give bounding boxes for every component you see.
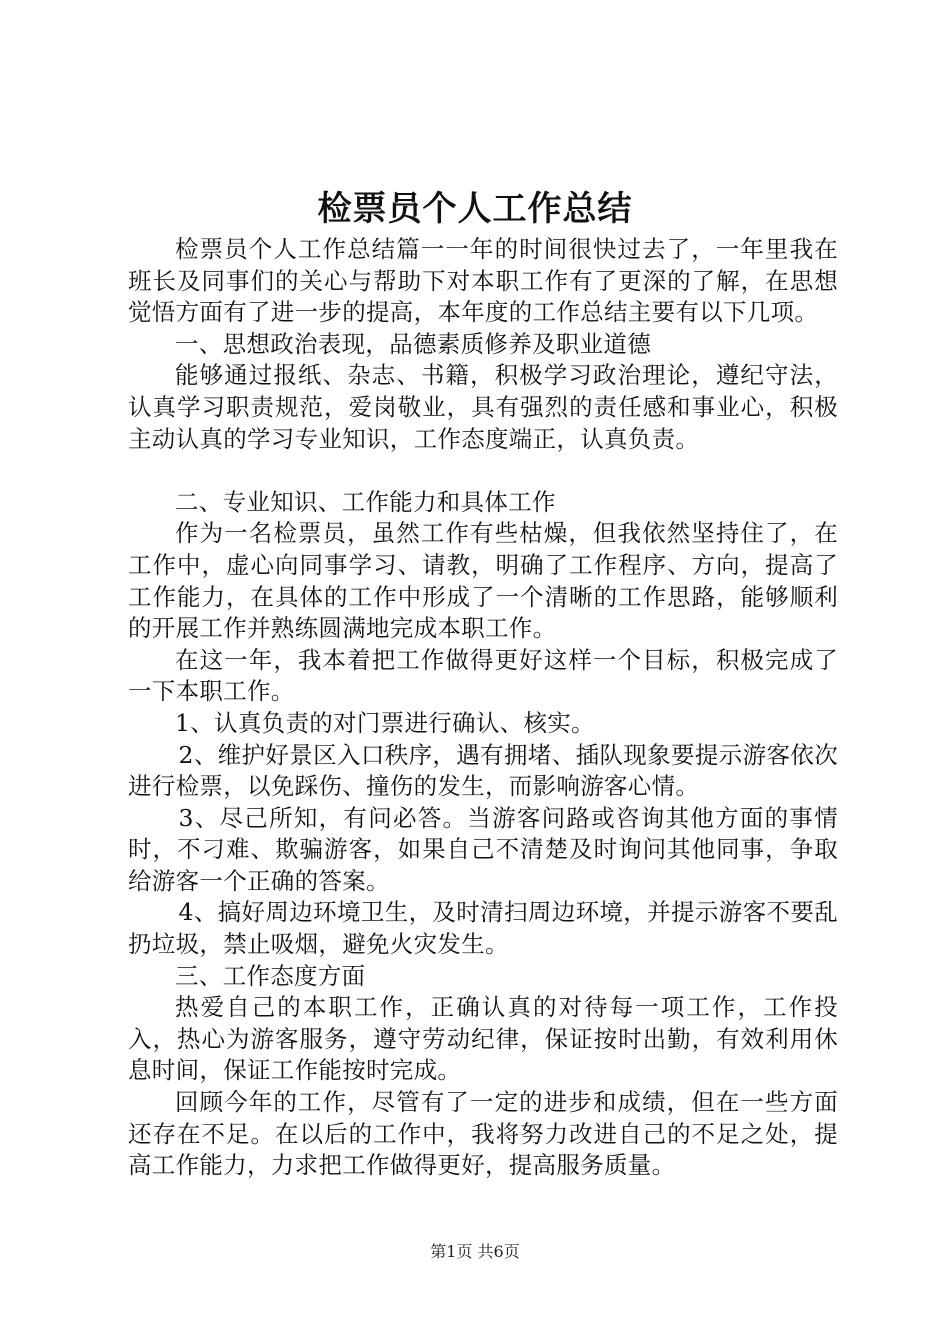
list-item-4: 4、搞好周边环境卫生，及时清扫周边环境，并提示游客不要乱扔垃圾，禁止吸烟，避免火灾发生。: [128, 898, 838, 959]
section-2-goal-paragraph: 在这一年，我本着把工作做得更好这样一个目标，积极完成了一下本职工作。: [128, 645, 838, 706]
list-item-2: 2、维护好景区入口秩序，遇有拥堵、插队现象要提示游客依次进行检票，以免踩伤、撞伤的发生，而影响游客心情。: [128, 740, 838, 801]
document-body: [128, 234, 838, 1182]
section-heading-2: 二、专业知识、工作能力和具体工作: [175, 487, 556, 516]
section-heading-3: 三、工作态度方面: [175, 961, 366, 990]
section-1-paragraph: 能够通过报纸、杂志、书籍，积极学习政治理论，遵纪守法，认真学习职责规范，爱岗敬业，具有强烈的责任感和事业心，积极主动认真的学习专业知识，工作态度端正，认真负责。: [128, 361, 838, 453]
section-heading-1: 一、思想政治表现，品德素质修养及职业道德: [175, 329, 651, 358]
blank-line: [128, 455, 838, 487]
closing-paragraph: 回顾今年的工作，尽管有了一定的进步和成绩，但在一些方面还存在不足。在以后的工作中，我将努力改进自己的不足之处，提高工作能力，力求把工作做得更好，提高服务质量。: [128, 1088, 838, 1180]
page-number: 第1页 共6页: [430, 1242, 520, 1261]
section-3-paragraph: 热爱自己的本职工作，正确认真的对待每一项工作，工作投入，热心为游客服务，遵守劳动纪律，保证按时出勤，有效利用休息时间，保证工作能按时完成。: [128, 993, 838, 1085]
intro-paragraph: 检票员个人工作总结篇一一年的时间很快过去了，一年里我在班长及同事们的关心与帮助下对本职工作有了更深的了解，在思想觉悟方面有了进一步的提高，本年度的工作总结主要有以下几项。: [128, 235, 838, 327]
list-item-1: 1、认真负责的对门票进行确认、核实。: [175, 708, 595, 737]
list-item-3: 3、尽己所知，有问必答。当游客问路或咨询其他方面的事情时，不刁难、欺骗游客，如果自己不清楚及时询问其他同事，争取给游客一个正确的答案。: [128, 803, 838, 895]
document-title: 检票员个人工作总结: [317, 189, 633, 229]
section-2-paragraph: 作为一名检票员，虽然工作有些枯燥，但我依然坚持住了，在工作中，虚心向同事学习、请教，明确了工作程序、方向，提高了工作能力，在具体的工作中形成了一个清晰的工作思路，能够顺利的开展工作并熟练圆满地完成本职工作。: [128, 519, 838, 643]
